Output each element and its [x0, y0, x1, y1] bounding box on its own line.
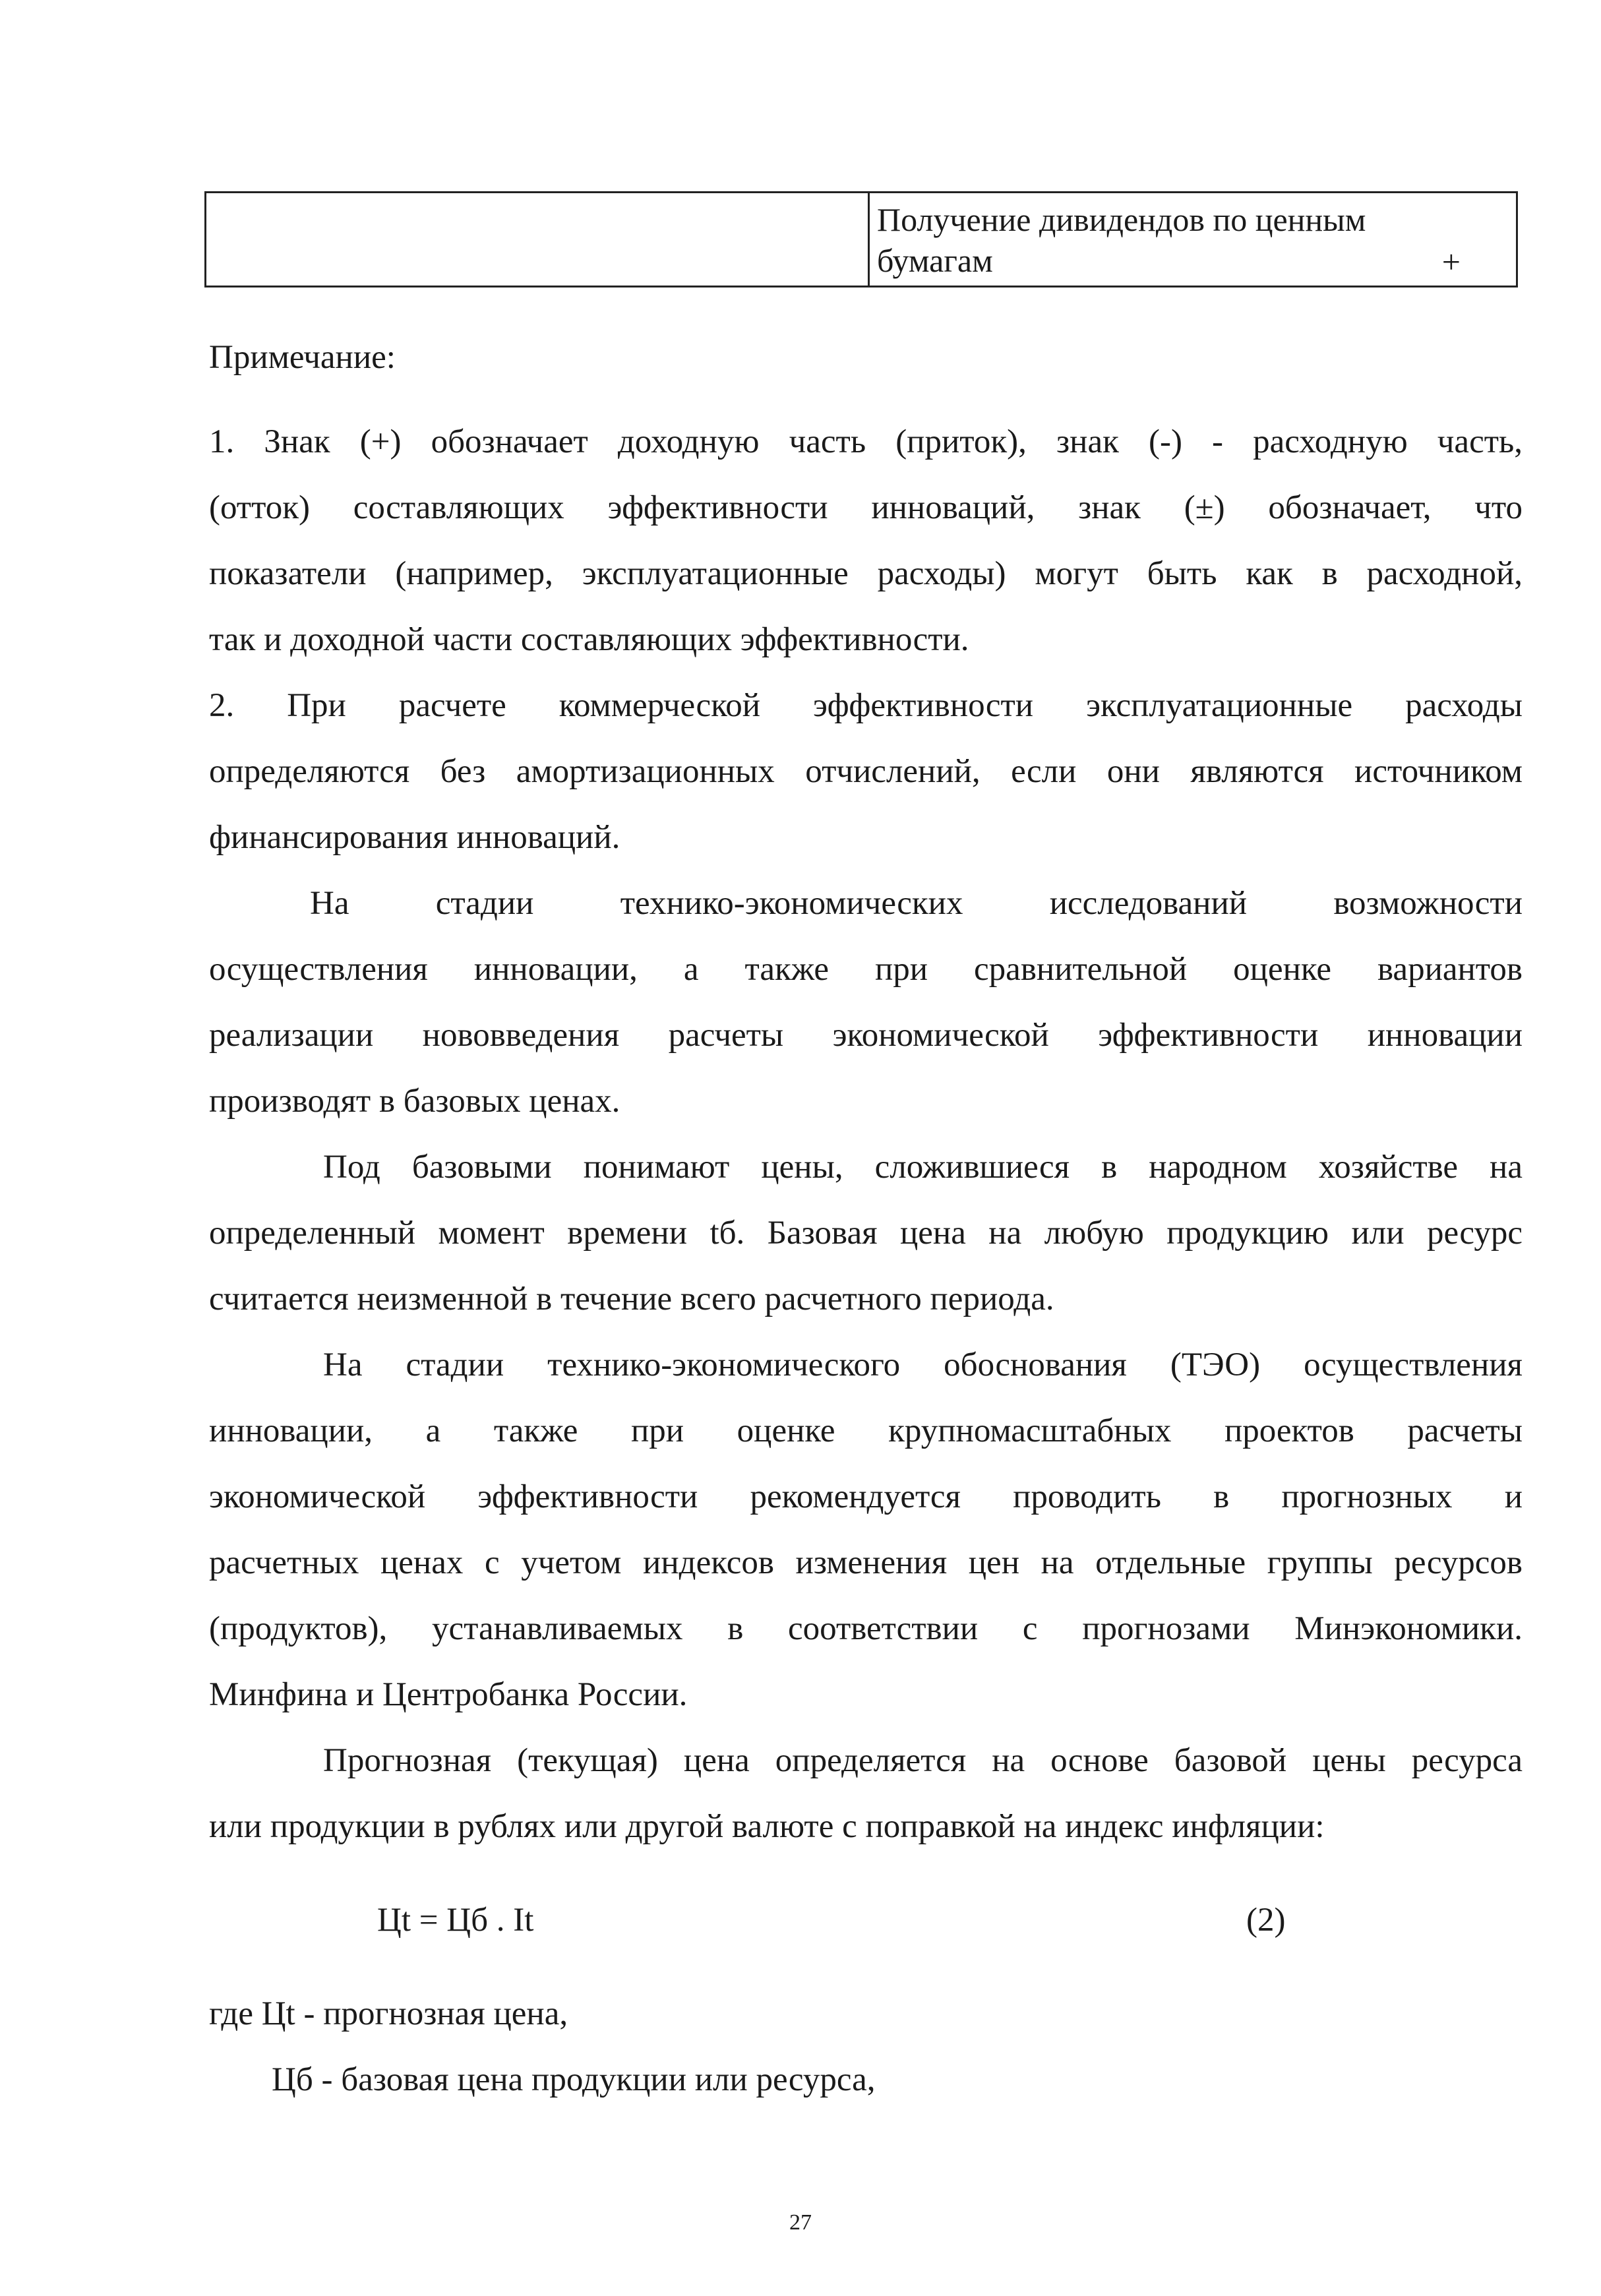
where-line: где Цt - прогнозная цена,: [209, 1995, 568, 2032]
formula-number: (2): [1246, 1902, 1286, 1939]
text-line: (продуктов), устанавливаемых в соответствии с прогнозами Минэкономики.: [209, 1610, 1523, 1647]
table-fragment: [204, 191, 1518, 287]
note-heading: Примечание:: [209, 339, 396, 376]
text-line: (отток) составляющих эффективности инноваций, знак (±) обозначает, что: [209, 489, 1523, 526]
text-line: так и доходной части составляющих эффективности.: [209, 621, 969, 658]
text-line: определенный момент времени tб. Базовая цена на любую продукцию или ресурс: [209, 1215, 1523, 1252]
paragraph-first-line: На стадии технико-экономических исследований возможности: [310, 885, 1523, 922]
page-number: 27: [789, 2210, 812, 2235]
text-line: экономической эффективности рекомендуется проводить в прогнозных и: [209, 1478, 1523, 1515]
text-line: показатели (например, эксплуатационные расходы) могут быть как в расходной,: [209, 555, 1523, 592]
table-cell-line-1: Получение дивидендов по ценным: [877, 201, 1366, 238]
text-line: осуществления инновации, а также при сравнительной оценке вариантов: [209, 951, 1523, 988]
text-line: производят в базовых ценах.: [209, 1083, 620, 1120]
text-line: 1. Знак (+) обозначает доходную часть (приток), знак (-) - расходную часть,: [209, 423, 1523, 460]
text-line: финансирования инноваций.: [209, 819, 620, 856]
text-line: определяются без амортизационных отчислений, если они являются источником: [209, 753, 1523, 790]
paragraph-first-line: На стадии технико-экономического обоснования (ТЭО) осуществления: [323, 1346, 1523, 1383]
table-cell-line-2: бумагам: [877, 242, 993, 279]
where-line: Цб - базовая цена продукции или ресурса,: [272, 2061, 876, 2098]
text-line: реализации нововведения расчеты экономической эффективности инновации: [209, 1017, 1523, 1054]
formula-expression: Цt = Цб . It: [377, 1902, 534, 1939]
table-cell-sign: +: [1441, 243, 1461, 280]
text-line: инновации, а также при оценке крупномасштабных проектов расчеты: [209, 1412, 1523, 1449]
text-line: считается неизменной в течение всего расчетного периода.: [209, 1281, 1054, 1317]
text-line: 2. При расчете коммерческой эффективности эксплуатационные расходы: [209, 687, 1523, 724]
text-line: расчетных ценах с учетом индексов изменения цен на отдельные группы ресурсов: [209, 1544, 1523, 1581]
paragraph-first-line: Под базовыми понимают цены, сложившиеся в народном хозяйстве на: [323, 1149, 1523, 1186]
paragraph-first-line: Прогнозная (текущая) цена определяется на основе базовой цены ресурса: [323, 1742, 1523, 1779]
table-cell-text: [872, 193, 1516, 286]
text-line: или продукции в рублях или другой валюте с поправкой на индекс инфляции:: [209, 1808, 1325, 1845]
text-line: Минфина и Центробанка России.: [209, 1676, 688, 1713]
table-cell-empty: [206, 193, 870, 286]
